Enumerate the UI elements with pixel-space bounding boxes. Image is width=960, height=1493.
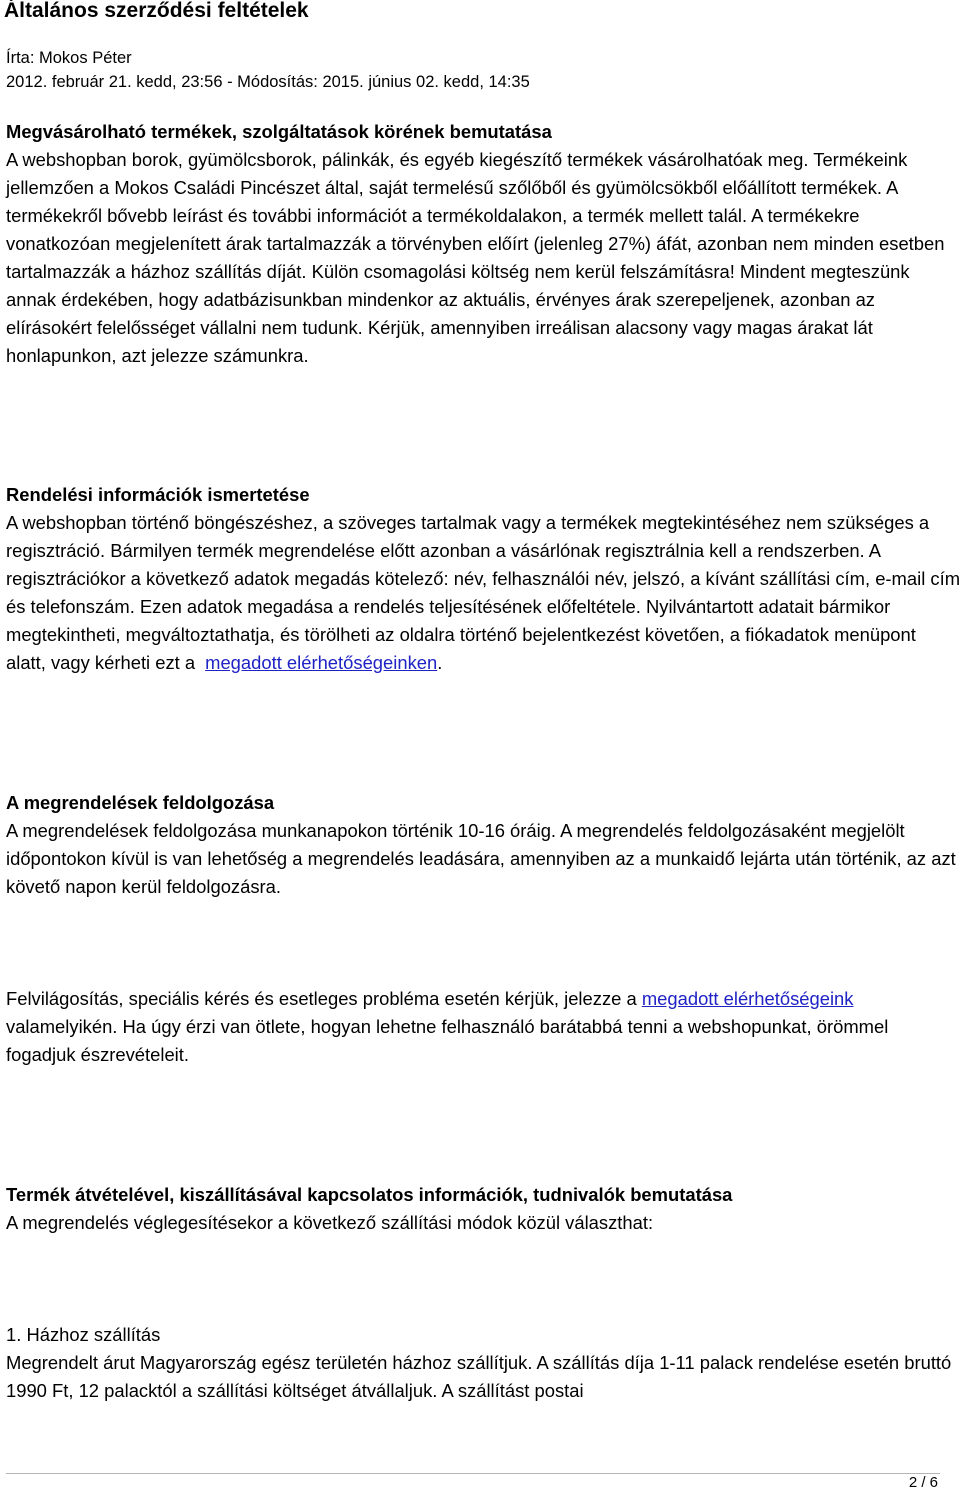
processing-paragraph — [6, 789, 960, 901]
processing-heading: A megrendelések feldolgozása — [6, 792, 275, 813]
contact-link[interactable]: megadott elérhetőségeink — [641, 988, 854, 1009]
ordering-paragraph — [6, 481, 960, 677]
contact-section — [6, 985, 896, 1069]
products-heading: Megvásárolható termékek, szolgáltatások körének bemutatása — [6, 121, 552, 142]
contact-rest: valamelyikén. Ha úgy érzi van ötlete, hogyan lehetne felhasználó barátabbá tenni a webshopunkat, örömmel fogadjuk észrevételeit. — [6, 1016, 889, 1065]
processing-body: A megrendelések feldolgozása munkanapokon történik 10-16 óráig. A megrendelés feldolgozásaként megjelölt időpontokon kívül is van lehetőség a megrendelés leadására, amennyiben az a munkaidő lejárta után történik, az azt követő napon kerül feldolgozásra. — [6, 820, 956, 897]
home-delivery-body: Megrendelt árut Magyarország egész területén házhoz szállítjuk. A szállítás díja 1-11 palack rendelése esetén bruttó 1990 Ft, 12 palacktól a szállítási költséget átvállaljuk. A szállítást postai — [6, 1352, 952, 1401]
home-delivery-paragraph — [6, 1321, 960, 1405]
page-title: Általános szerződési feltételek — [4, 0, 309, 22]
delivery-paragraph — [6, 1181, 960, 1237]
ordering-body: A webshopban történő böngészéshez, a szöveges tartalmak vagy a termékek megtekintéséhez nem szükséges a regisztráció. Bármilyen termék megrendelése előtt azonban a vásárlónak regisztrálnia kell a rendszerben. A regisztrációkor a következő adatok megadás kötelező: név, felhasználói név, jelszó, a kívánt szállítási cím, e-mail cím és telefonszám. Ezen adatok megadása a rendelés teljesítésének előfeltétele. Nyilvántartott adatait bármikor megtekintheti, megváltoztathatja, és törölheti az oldalra történő bejelentkezést követően, a fiókadatok menüpont alatt, vagy kérheti ezt a — [6, 512, 960, 673]
products-body: A webshopban borok, gyümölcsborok, pálinkák, és egyéb kiegészítő termékek vásárolhatóak meg. Termékeink jellemzően a Mokos Családi Pincészet által, saját termelésű szőlőből és gyümölcsökből előállított termékek. A termékekről bővebb leírást és további információt a termékoldalakon, a termék mellett talál. A termékekre vonatkozóan megjelenített árak tartalmazzák a törvényben előírt (jelenleg 27%) áfát, azonban nem minden esetben tartalmazzák a házhoz szállítás díját. Külön csomagolási költség nem kerül felszámításra! Mindent megteszünk annak érdekében, hogy adatbázisunkban mindenkor az aktuális, érvényes árak szerepeljenek, azonban az elírásokért felelősséget vállalni nem tudunk. Kérjük, amennyiben irreálisan alacsony vagy magas árakat lát honlapunkon, azt jelezze számunkra. — [6, 149, 945, 366]
products-paragraph — [6, 118, 960, 370]
delivery-heading: Termék átvételével, kiszállításával kapcsolatos információk, tudnivalók bemutatása — [6, 1184, 733, 1205]
delivery-body: A megrendelés véglegesítésekor a következő szállítási módok közül választhat: — [6, 1212, 654, 1233]
footer-divider — [6, 1473, 940, 1474]
ordering-heading: Rendelési információk ismertetése — [6, 484, 310, 505]
ordering-period: . — [437, 652, 443, 673]
products-section — [6, 118, 960, 370]
processing-section — [6, 789, 960, 901]
ordering-section — [6, 481, 960, 677]
home-delivery-section — [6, 1321, 960, 1405]
ordering-contact-link[interactable]: megadott elérhetőségeinken — [205, 652, 438, 673]
contact-paragraph — [6, 985, 896, 1069]
date-line: 2012. február 21. kedd, 23:56 - Módosítás: 2015. június 02. kedd, 14:35 — [6, 73, 530, 91]
page-number: 2 / 6 — [908, 1474, 938, 1491]
delivery-section — [6, 1181, 960, 1237]
author-line: Írta: Mokos Péter — [6, 49, 132, 67]
home-delivery-heading: 1. Házhoz szállítás — [6, 1324, 161, 1345]
contact-intro: Felvilágosítás, speciális kérés és esetleges probléma esetén kérjük, jelezze a — [6, 988, 637, 1009]
